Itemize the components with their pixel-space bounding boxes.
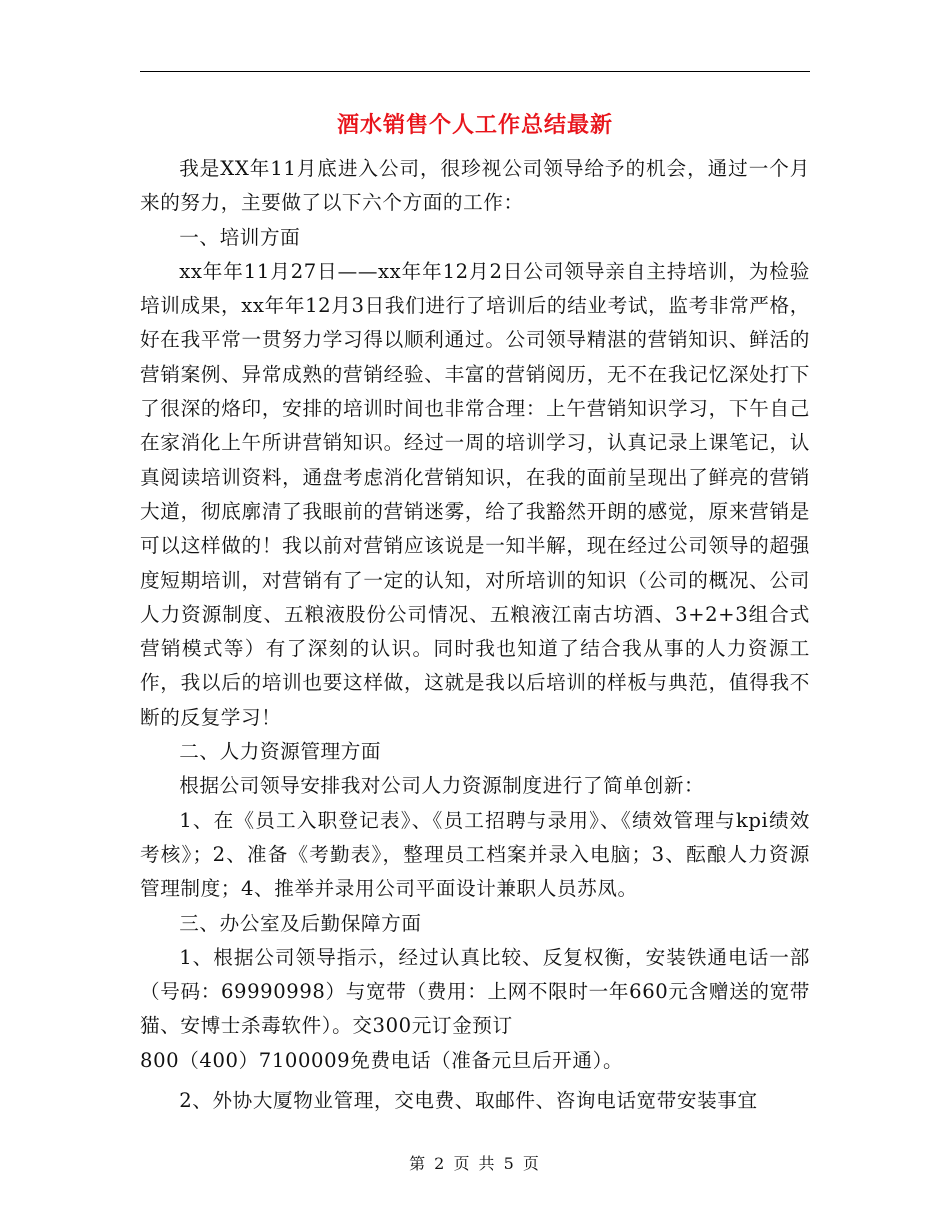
document-body: [140, 152, 810, 1118]
office-item-2-paragraph: 2、外协大厦物业管理，交电费、取邮件、咨询电话宽带安装事宜: [179, 1089, 758, 1113]
hr-items-paragraph: 1、在《员工入职登记表》、《员工招聘与录用》、《绩效管理与kpi绩效考核》；2、准备《考勤表》，整理员工档案并录入电脑；3、酝酿人力资源管理制度；4、推举并录用公司平面设计兼职人员苏凤。: [140, 808, 810, 901]
training-paragraph: xx年年11月27日——xx年年12月2日公司领导亲自主持培训，为检验培训成果，xx年年12月3日我们进行了培训后的结业考试，监考非常严格，好在我平常一贯努力学习得以顺利通过。公司领导精湛的营销知识、鲜活的营销案例、异常成熟的营销经验、丰富的营销阅历，无不在我记忆深处打下了很深的烙印，安排的培训时间也非常合理：上午营销知识学习，下午自己在家消化上午所讲营销知识。经过一周的培训学习，认真记录上课笔记，认真阅读培训资料，通盘考虑消化营销知识，在我的面前呈现出了鲜亮的营销大道，彻底廓清了我眼前的营销迷雾，给了我豁然开朗的感觉，原来营销是可以这样做的！我以前对营销应该说是一知半解，现在经过公司领导的超强度短期培训，对营销有了一定的认知，对所培训的知识（公司的概况、公司人力资源制度、五粮液股份公司情况、五粮液江南古坊酒、3+2+3组合式营销模式等）有了深刻的认识。同时我也知道了结合我从事的人力资源工作，我以后的培训也要这样做，这就是我以后培训的样板与典范，值得我不断的反复学习！: [140, 259, 810, 729]
header-rule: [140, 71, 810, 72]
intro-paragraph: 我是XX年11月底进入公司，很珍视公司领导给予的机会，通过一个月来的努力，主要做了以下六个方面的工作：: [140, 157, 810, 215]
section-heading-training: 一、培训方面: [179, 225, 301, 249]
hr-intro-paragraph: 根据公司领导安排我对公司人力资源制度进行了简单创新：: [179, 774, 705, 798]
section-heading-hr: 二、人力资源管理方面: [179, 740, 382, 764]
office-item-1-paragraph: 1、根据公司领导指示，经过认真比较、反复权衡，安装铁通电话一部（号码：69990998）与宽带（费用：上网不限时一年660元含赠送的宽带猫、安博士杀毒软件）。交300元订金预订: [140, 945, 810, 1038]
section-heading-office: 三、办公室及后勤保障方面: [179, 911, 422, 935]
document-title: 酒水销售个人工作总结最新: [336, 112, 613, 138]
office-item-1-continuation: 800（400）7100009免费电话（准备元旦后开通）。: [140, 1048, 624, 1072]
page-number: 第 2 页 共 5 页: [409, 1154, 541, 1173]
